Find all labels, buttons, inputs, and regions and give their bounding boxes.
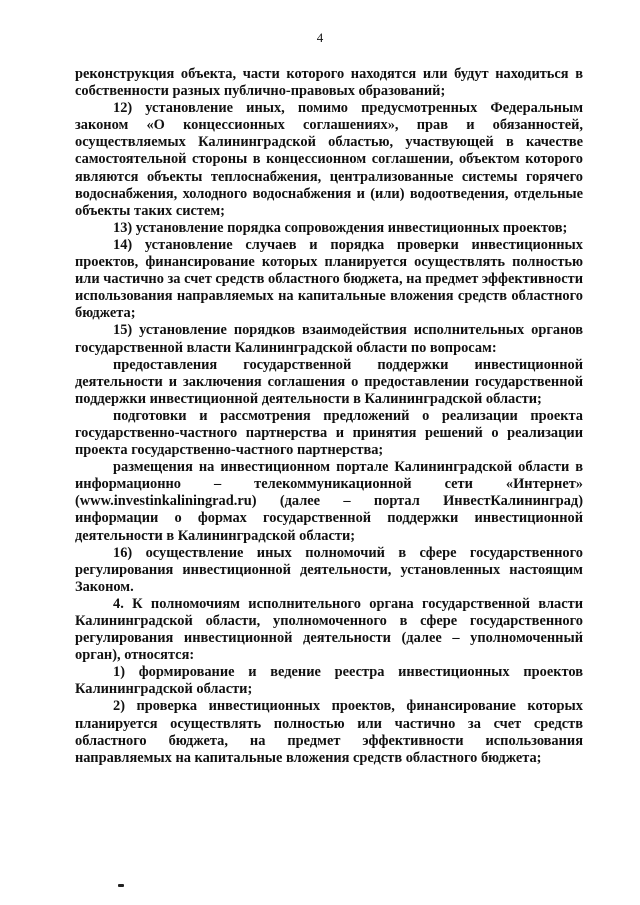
paragraph-item-15-ppp: подготовки и рассмотрения предложений о реализации проекта государственно-частного партнерства и принятия решений о реализации проекта государственно-частного партнерства;	[75, 407, 583, 459]
scan-artifact-mark	[118, 884, 124, 887]
paragraph-item-15-portal: размещения на инвестиционном портале Калининградской области в информационно – телекоммуникационной сети «Интернет» (www.investinkaliningrad.ru) (далее – портал ИнвестКалининград) информации о формах государственной поддержки инвестиционной деятельности в Калининградской области;	[75, 459, 583, 544]
paragraph-part-4-item-2: 2) проверка инвестиционных проектов, финансирование которых планируется осуществлять полностью или частично за счет средств областного бюджета, на предмет эффективности использования направляемых на капитальные вложения средств областного бюджета;	[75, 698, 583, 766]
page-number: 4	[316, 30, 324, 45]
paragraph-part-4: 4. К полномочиям исполнительного органа государственной власти Калининградской области, уполномоченного в сфере государственного регулирования инвестиционной деятельности (далее – уполномоченный орган), относятся:	[75, 595, 583, 664]
paragraph-item-16: 16) осуществление иных полномочий в сфере государственного регулирования инвестиционной деятельности, установленных настоящим Законом.	[75, 544, 583, 595]
paragraph-continuation: реконструкция объекта, части которого находятся или будут находиться в собственности разных публично-правовых образований;	[75, 66, 583, 100]
paragraph-item-15: 15) установление порядков взаимодействия исполнительных органов государственной власти Калининградской области по вопросам:	[75, 322, 583, 356]
paragraph-part-4-item-1: 1) формирование и ведение реестра инвестиционных проектов Калининградской области;	[75, 664, 583, 698]
document-body	[75, 66, 583, 767]
paragraph-item-13: 13) установление порядка сопровождения инвестиционных проектов;	[113, 219, 568, 236]
paragraph-item-14: 14) установление случаев и порядка проверки инвестиционных проектов, финансирование которых планируется осуществлять полностью или частично за счет средств областного бюджета, на предмет эффективности использования направляемых на капитальные вложения средств областного бюджета;	[75, 236, 583, 322]
paragraph-item-12: 12) установление иных, помимо предусмотренных Федеральным законом «О концессионных соглашениях», прав и обязанностей, осуществляемых Калининградской областью, участвующей в качестве самостоятельной стороны в концессионном соглашении, объектом которого являются объекты теплоснабжения, централизованные системы горячего водоснабжения, холодного водоснабжения и (или) водоотведения, отдельные объекты таких систем;	[75, 100, 583, 219]
paragraph-item-15-support: предоставления государственной поддержки инвестиционной деятельности и заключения соглашения о предоставлении государственной поддержки инвестиционной деятельности в Калининградской области;	[75, 356, 583, 407]
